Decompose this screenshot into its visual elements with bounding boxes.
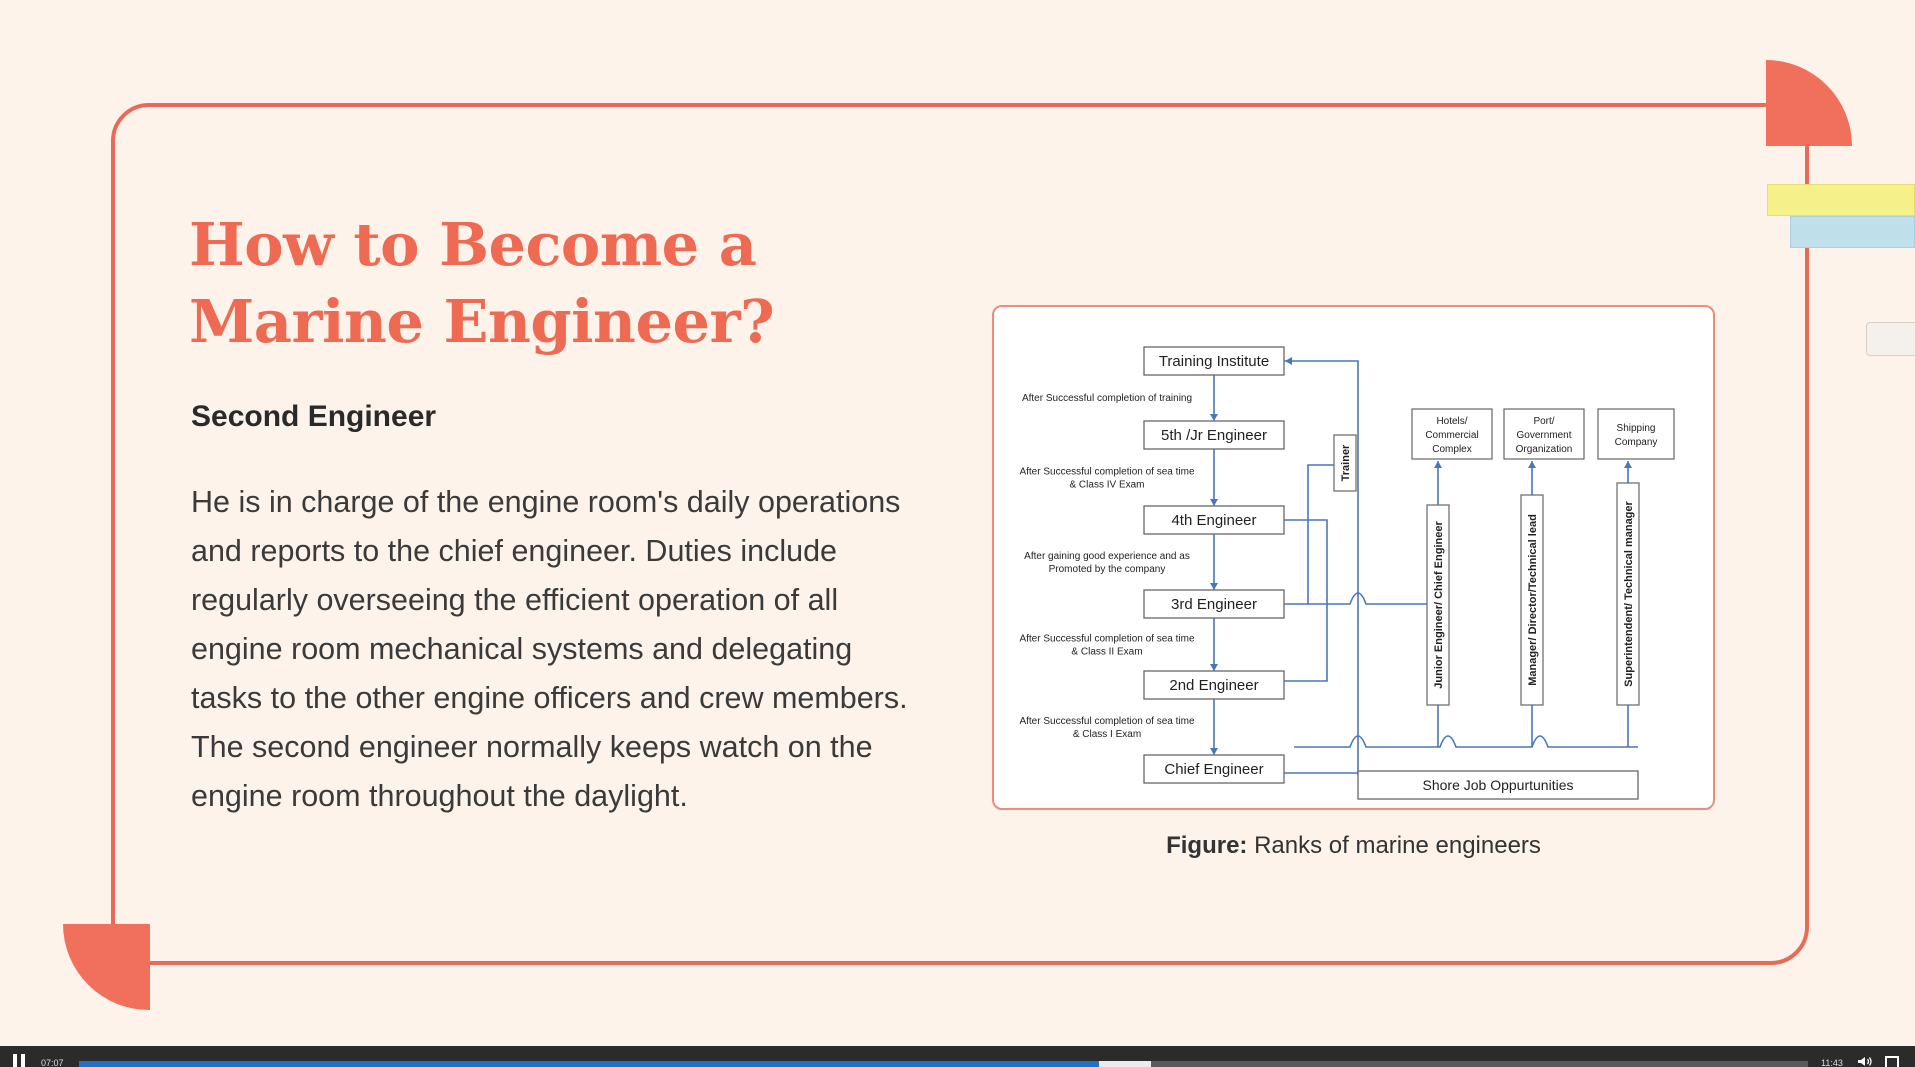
role-arrow bbox=[1434, 461, 1442, 468]
rank-diagram-figure bbox=[992, 305, 1715, 810]
time-total: 11:43 bbox=[1821, 1058, 1843, 1067]
shore-destination-label: Shipping bbox=[1616, 423, 1656, 434]
shore-jobs-label: Shore Job Oppurtunities bbox=[1422, 777, 1574, 793]
trainer-return-line bbox=[1284, 361, 1358, 775]
rank-label: 4th Engineer bbox=[1171, 512, 1257, 529]
trainer-label: Trainer bbox=[1340, 444, 1352, 482]
trainer-return-arrow bbox=[1285, 357, 1292, 365]
shore-role-label: Junior Engineer/ Chief Engineer bbox=[1433, 521, 1445, 689]
rank-arrow bbox=[1210, 499, 1218, 506]
sticky-tab-grey[interactable] bbox=[1866, 322, 1915, 356]
sticky-tab-blue[interactable] bbox=[1790, 216, 1915, 248]
shore-destination-label: Company bbox=[1614, 437, 1658, 448]
shore-role-label: Manager/ Director/Technical lead bbox=[1527, 514, 1539, 686]
transition-label: After gaining good experience and as bbox=[1024, 551, 1190, 562]
rank-arrow bbox=[1210, 664, 1218, 671]
progress-buffer bbox=[1099, 1061, 1151, 1067]
rank-label: Training Institute bbox=[1158, 353, 1270, 370]
corner-decoration-bottom-left bbox=[63, 924, 150, 1010]
pause-icon[interactable] bbox=[13, 1054, 27, 1067]
rank-label: 2nd Engineer bbox=[1169, 677, 1259, 694]
rank-arrow bbox=[1210, 583, 1218, 590]
senior-to-trainer-line bbox=[1284, 520, 1327, 681]
section-heading: Second Engineer bbox=[191, 400, 437, 433]
transition-label: & Class I Exam bbox=[1072, 729, 1142, 740]
transition-label: After Successful completion of training bbox=[1021, 393, 1193, 404]
transition-label: After Successful completion of sea time bbox=[1019, 716, 1195, 727]
progress-fill bbox=[79, 1061, 1099, 1067]
transition-label: & Class IV Exam bbox=[1069, 479, 1145, 491]
rank-arrow bbox=[1210, 414, 1218, 421]
figure-caption bbox=[992, 832, 1715, 860]
rank-label: 5th /Jr Engineer bbox=[1161, 427, 1267, 444]
shore-destination-label: Port/ bbox=[1533, 416, 1555, 427]
fullscreen-icon[interactable] bbox=[1885, 1056, 1899, 1067]
rank-label: Chief Engineer bbox=[1164, 761, 1264, 778]
slide-title: How to Become a Marine Engineer? bbox=[189, 210, 775, 356]
shore-role-label: Superintendent/ Technical manager bbox=[1623, 501, 1635, 687]
shore-destination-label: Complex bbox=[1432, 444, 1472, 455]
shore-hop-line bbox=[1294, 736, 1638, 747]
shore-destination-box bbox=[1598, 409, 1674, 459]
transition-label: After Successful completion of sea time bbox=[1019, 466, 1195, 478]
shore-destination-label: Hotels/ bbox=[1436, 416, 1468, 427]
caption-label: Figure: bbox=[1166, 832, 1248, 859]
transition-label: & Class II Exam bbox=[1071, 646, 1143, 658]
caption-text: Ranks of marine engineers bbox=[1247, 832, 1541, 859]
role-arrow bbox=[1624, 461, 1632, 468]
volume-icon[interactable] bbox=[1857, 1056, 1873, 1067]
progress-track[interactable] bbox=[79, 1061, 1808, 1067]
rank-diagram bbox=[994, 307, 1715, 810]
shore-destination-label: Government bbox=[1516, 430, 1572, 441]
transition-label: After Successful completion of sea time bbox=[1019, 633, 1195, 645]
shore-destination-label: Organization bbox=[1515, 444, 1573, 455]
corner-decoration-top-right bbox=[1766, 60, 1852, 146]
transition-label: Promoted by the company bbox=[1048, 564, 1166, 575]
sticky-tab-yellow[interactable] bbox=[1767, 184, 1915, 216]
rank-arrow bbox=[1210, 748, 1218, 755]
role-arrow bbox=[1528, 461, 1536, 468]
body-paragraph: He is in charge of the engine room's daily operations and reports to the chief engineer. Duties include regularly overseeing the efficient operation of all engine room mechanical systems and delegating tasks to the other engine officers and crew members. The second engineer normally keeps watch on the engine room throughout the daylight. bbox=[191, 485, 908, 813]
shore-destination-label: Commercial bbox=[1425, 430, 1479, 441]
time-current: 07:07 bbox=[41, 1058, 64, 1067]
rank-label: 3rd Engineer bbox=[1171, 596, 1257, 613]
